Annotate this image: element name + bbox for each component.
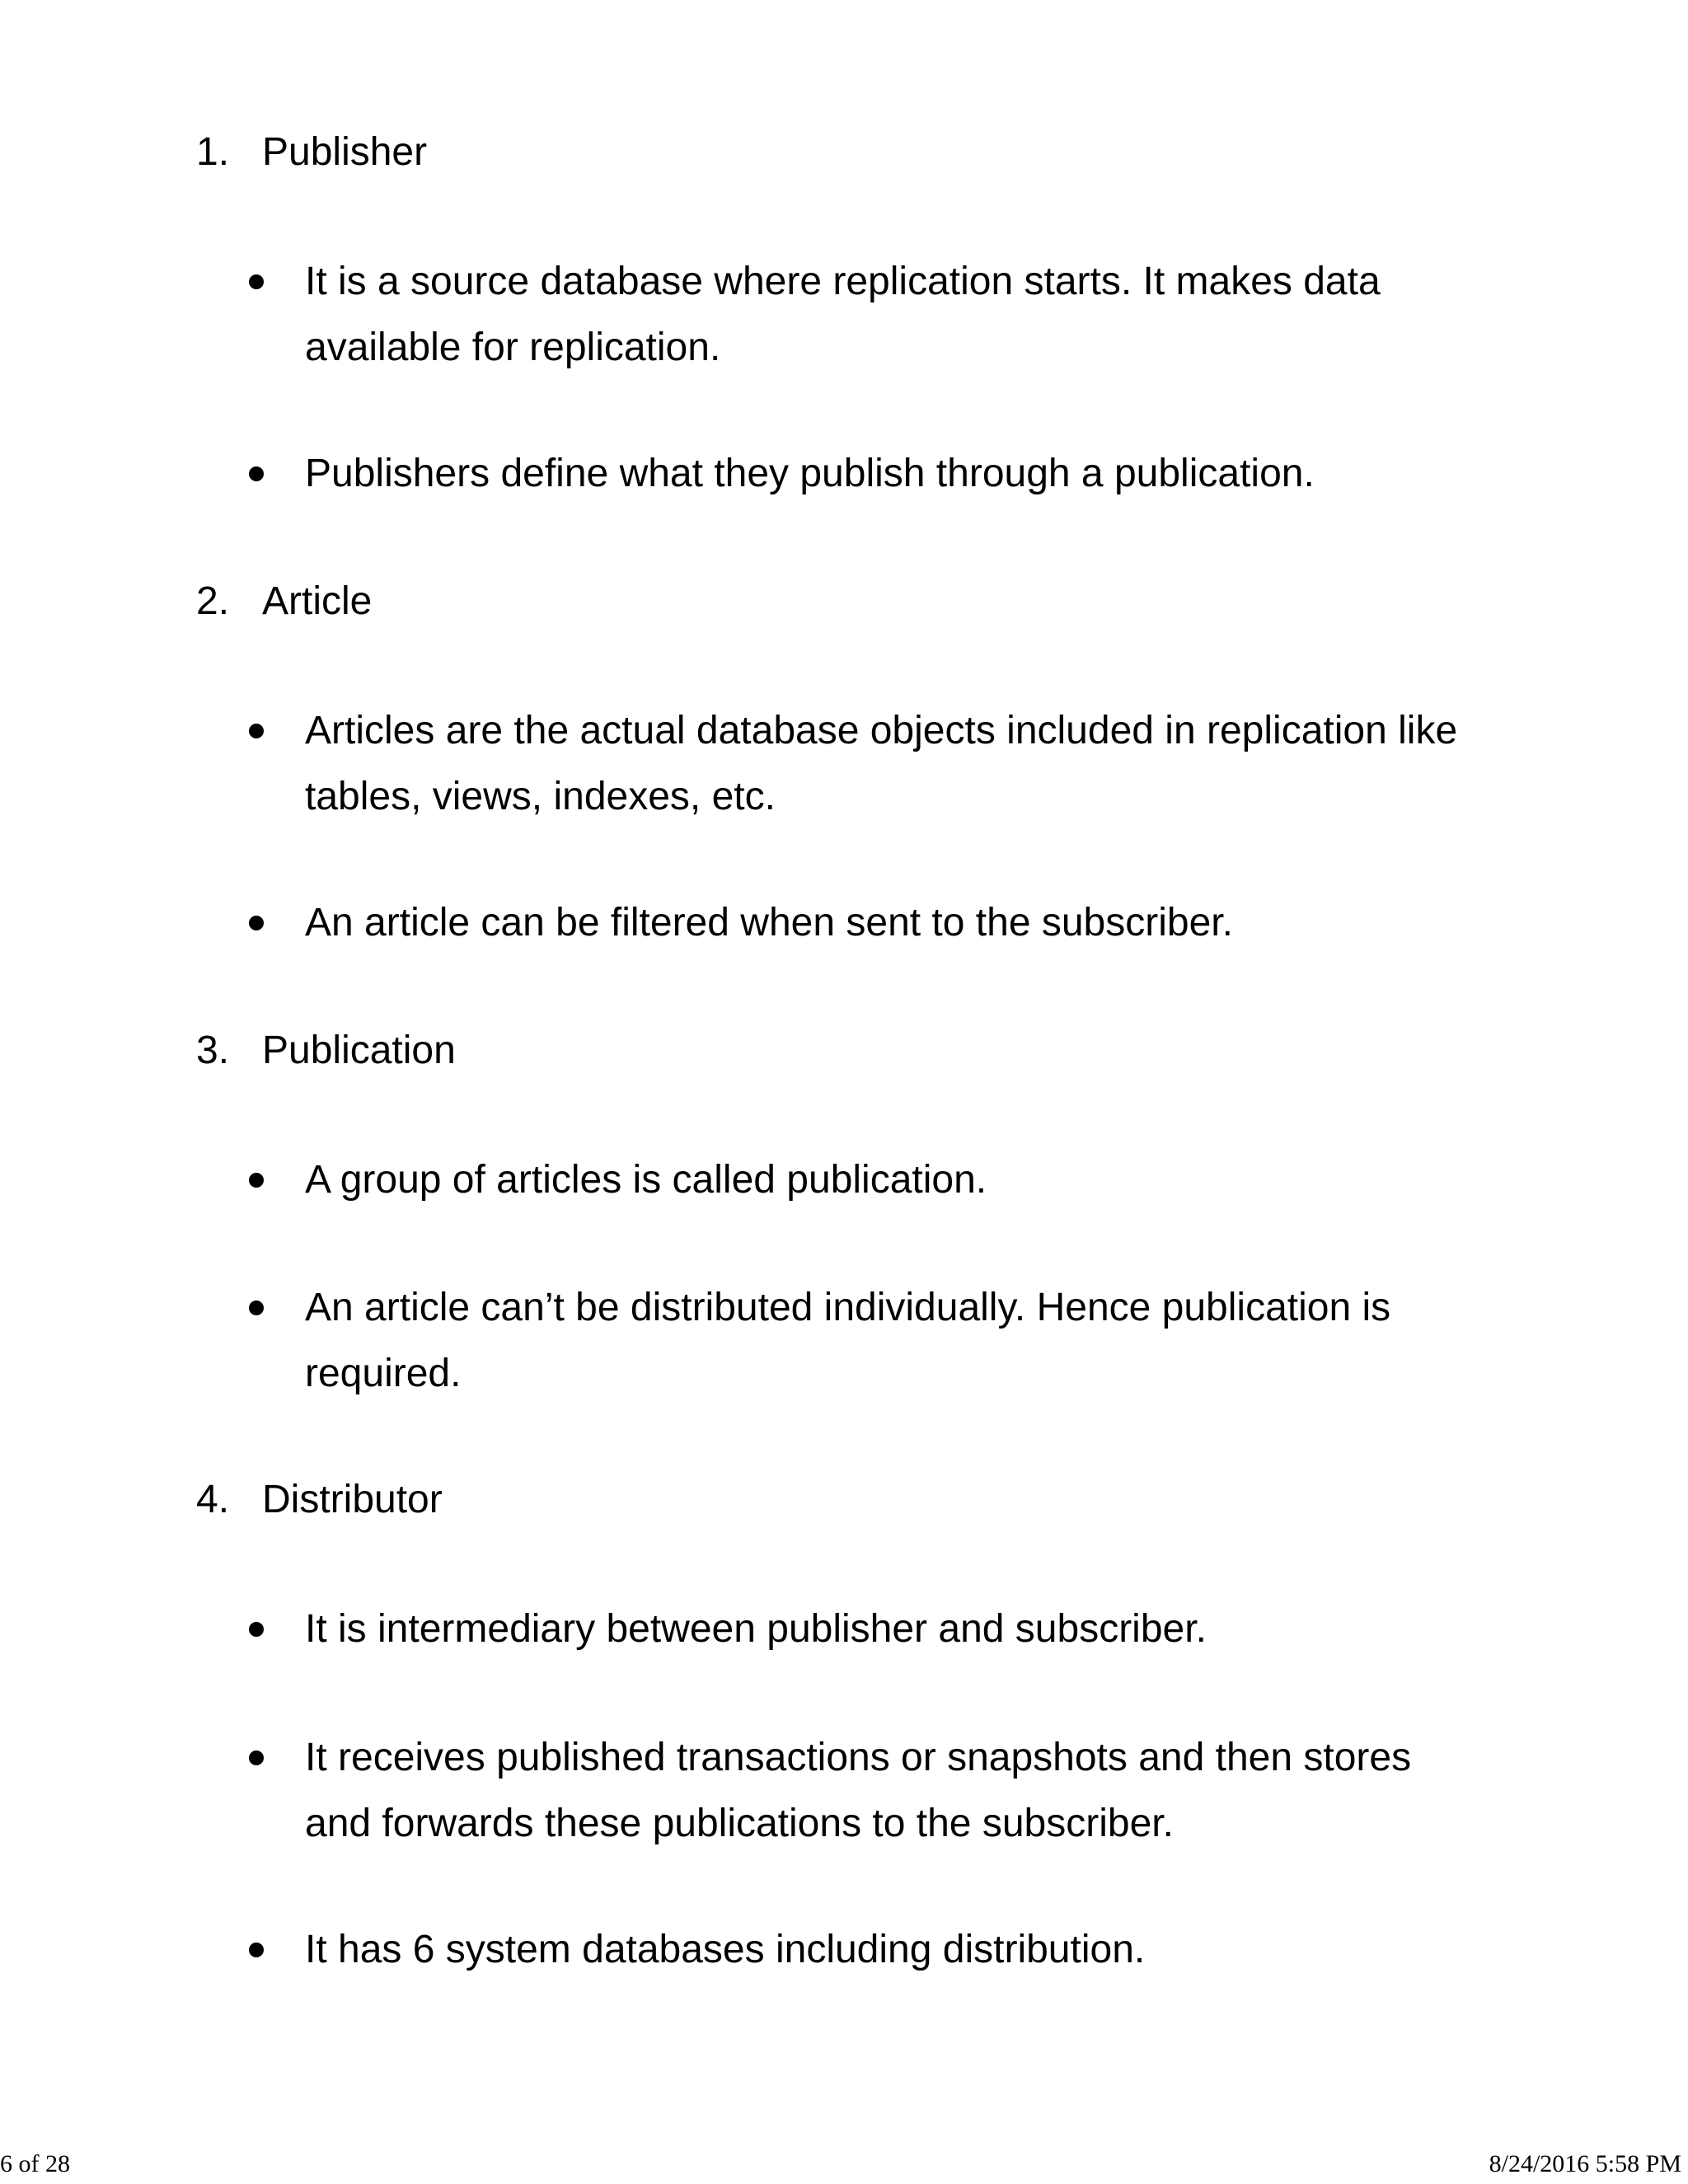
section-number: 4.: [196, 1478, 230, 1521]
section-title: Distributor: [262, 1478, 443, 1521]
bullet-icon: [249, 466, 264, 481]
bullet-text: An article can be filtered when sent to the subscriber.: [305, 901, 1233, 944]
bullet-text: A group of articles is called publication.: [305, 1158, 987, 1202]
section-number: 3.: [196, 1029, 230, 1072]
section-heading: [196, 1026, 456, 1076]
bullet-icon: [249, 1301, 264, 1315]
bullet-icon: [249, 916, 264, 930]
bullet-icon: [249, 1943, 264, 1957]
section-title: Publisher: [262, 130, 428, 174]
section-title: Article: [262, 579, 373, 623]
bullet-text: Publishers define what they publish through a publication.: [305, 452, 1315, 495]
section-heading: [196, 128, 427, 177]
section-number: 2.: [196, 579, 230, 623]
section-title: Publication: [262, 1029, 456, 1072]
bullet-icon: [249, 1622, 264, 1637]
section-heading: [196, 577, 372, 626]
page-indicator: 6 of 28: [0, 2150, 70, 2177]
bullet-text: It is intermediary between publisher and subscriber.: [305, 1607, 1207, 1651]
section-heading: [196, 1475, 443, 1525]
bullet-icon: [249, 274, 264, 289]
bullet-text: Articles are the actual database objects included in replication like tables, views, indexes, etc.: [305, 709, 1458, 818]
bullet-text: An article can’t be distributed individually. Hence publication is required.: [305, 1286, 1391, 1395]
bullet-text: It is a source database where replication starts. It makes data available for replication.: [305, 260, 1381, 369]
bullet-text: It receives published transactions or snapshots and then stores and forwards these publications to the subscriber.: [305, 1736, 1412, 1845]
section-number: 1.: [196, 130, 230, 174]
print-timestamp: 8/24/2016 5:58 PM: [1489, 2150, 1681, 2177]
bullet-icon: [249, 1750, 264, 1765]
bullet-icon: [249, 1173, 264, 1188]
bullet-text: It has 6 system databases including distribution.: [305, 1928, 1146, 1971]
bullet-icon: [249, 724, 264, 738]
